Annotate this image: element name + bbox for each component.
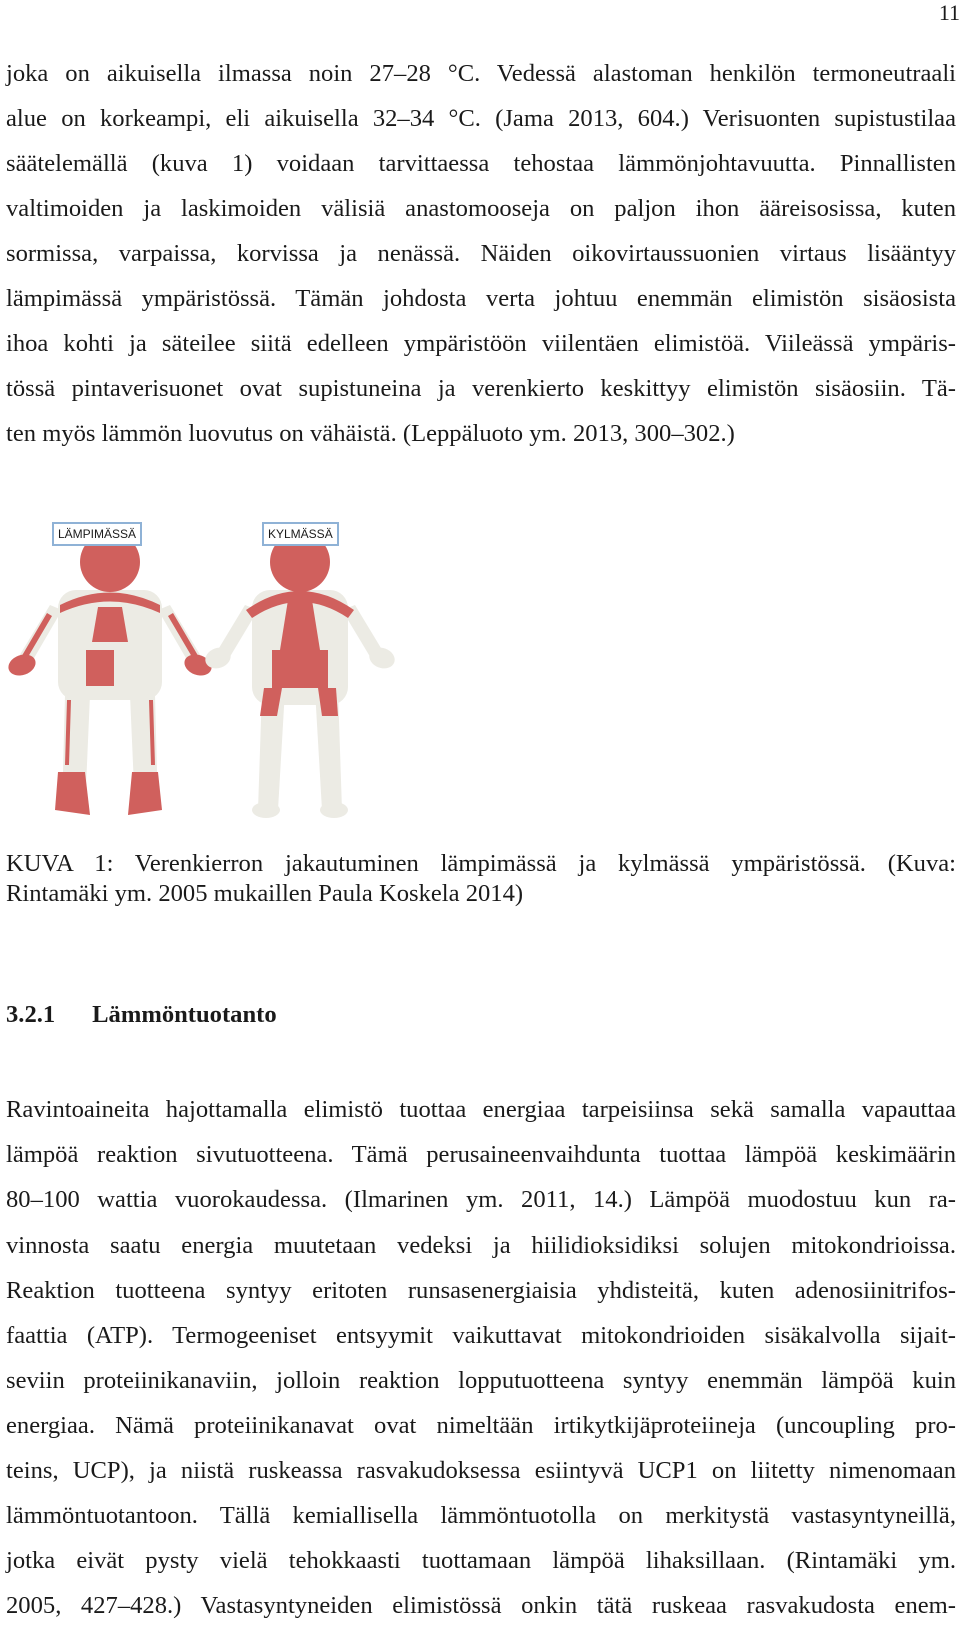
paragraph-line: 80–100 wattia vuorokaudessa. (Ilmarinen ym. 2011, 14.) Lämpöä muodostuu kun ra- xyxy=(6,1186,956,1213)
paragraph-line: faattia (ATP). Termogeeniset entsyymit vaikuttavat mitokondrioiden sisäkalvolla sijait- xyxy=(6,1322,956,1349)
paragraph-line: ihoa kohti ja säteilee siitä edelleen ympäristöön viilentäen elimistöä. Viileässä ympäris- xyxy=(6,330,956,357)
paragraph-line: 2005, 427–428.) Vastasyntyneiden elimistössä onkin tätä ruskeaa rasvakudosta enem- xyxy=(6,1592,956,1619)
paragraph-line: tössä pintaverisuonet ovat supistuneina ja verenkierto keskittyy elimistön sisäosiin. Tä- xyxy=(6,375,956,402)
paragraph-line: alue on korkeampi, eli aikuisella 32–34 °C. (Jama 2013, 604.) Verisuonten supistustilaa xyxy=(6,105,956,132)
circulation-figure xyxy=(0,510,420,845)
paragraph-line: joka on aikuisella ilmassa noin 27–28 °C. Vedessä alastoman henkilön termoneutraali xyxy=(6,60,956,87)
paragraph-line: teins, UCP), ja niistä ruskeassa rasvakudoksessa esiintyvä UCP1 on liitetty nimenomaan xyxy=(6,1457,956,1484)
paragraph-line: ten myös lämmön luovutus on vähäistä. (Leppäluoto ym. 2013, 300–302.) xyxy=(6,420,735,447)
page-number: 11 xyxy=(938,0,960,25)
label-warm: LÄMPIMÄSSÄ xyxy=(52,522,142,546)
paragraph-line: seviin proteiinikanaviin, jolloin reaktion lopputuotteena syntyy enemmän lämpöä kuin xyxy=(6,1367,956,1394)
warm-body-figure xyxy=(5,532,214,815)
body-illustration xyxy=(0,510,420,845)
paragraph-line: vinnosta saatu energia muutetaan vedeksi ja hiilidioksidiksi solujen mitokondrioissa. xyxy=(6,1232,956,1259)
paragraph-line: säätelemällä (kuva 1) voidaan tarvittaessa tehostaa lämmönjohtavuutta. Pinnallisten xyxy=(6,150,956,177)
paragraph-line: lämmöntuotantoon. Tällä kemiallisella lämmöntuotolla on merkitystä vastasyntyneillä, xyxy=(6,1502,956,1529)
paragraph-line: Reaktion tuotteena syntyy eritoten runsasenergiaisia yhdisteitä, kuten adenosiinitrifos- xyxy=(6,1277,956,1304)
paragraph-line: sormissa, varpaissa, korvissa ja nenässä. Näiden oikovirtaussuonien virtaus lisääntyy xyxy=(6,240,956,267)
paragraph-line: Ravintoaineita hajottamalla elimistö tuottaa energiaa tarpeisiinsa sekä samalla vapauttaa xyxy=(6,1096,956,1123)
label-cold: KYLMÄSSÄ xyxy=(262,522,339,546)
section-title: Lämmöntuotanto xyxy=(92,1001,277,1028)
caption-line: Rintamäki ym. 2005 mukaillen Paula Koskela 2014) xyxy=(6,880,524,907)
caption-line: KUVA 1: Verenkierron jakautuminen lämpimässä ja kylmässä ympäristössä. (Kuva: xyxy=(6,850,956,877)
paragraph-line: lämpimässä ympäristössä. Tämän johdosta verta johtuu enemmän elimistön sisäosista xyxy=(6,285,956,312)
paragraph-line: valtimoiden ja laskimoiden välisiä anastomooseja on paljon ihon ääreisosissa, kuten xyxy=(6,195,956,222)
section-number: 3.2.1 xyxy=(6,1001,56,1028)
paragraph-line: jotka eivät pysty vielä tehokkaasti tuottamaan lämpöä lihaksillaan. (Rintamäki ym. xyxy=(6,1547,956,1574)
cold-body-figure xyxy=(202,532,397,818)
paragraph-line: lämpöä reaktion sivutuotteena. Tämä perusaineenvaihdunta tuottaa lämpöä keskimäärin xyxy=(6,1141,956,1168)
section-heading xyxy=(6,1000,277,1030)
paragraph-line: energiaa. Nämä proteiinikanavat ovat nimeltään irtikytkijäproteiineja (uncoupling pro- xyxy=(6,1412,956,1439)
